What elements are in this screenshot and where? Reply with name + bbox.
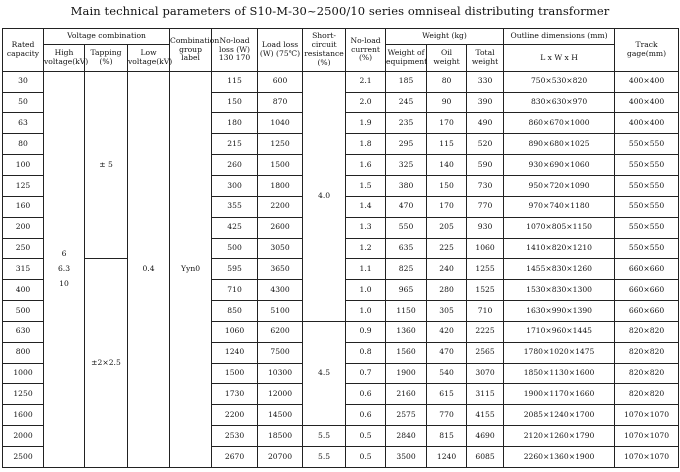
total-weight-cell: 520: [467, 134, 504, 155]
weight-of-equipment-cell: 3500: [386, 446, 427, 467]
outline-dimensions-cell: 1850×1130×1600: [504, 363, 615, 384]
parameters-table: [2, 28, 679, 468]
rated-capacity-cell: 1600: [3, 405, 44, 426]
no-load-current-cell: 1.5: [346, 176, 386, 197]
total-weight-cell: 2565: [467, 342, 504, 363]
oil-weight-cell: 240: [427, 259, 467, 280]
rated-capacity-cell: 160: [3, 196, 44, 217]
outline-dimensions-cell: 1070×805×1150: [504, 217, 615, 238]
short-circuit-cell: 4.5: [303, 321, 346, 425]
short-circuit-cell: 5.5: [303, 426, 346, 447]
oil-weight-cell: 170: [427, 196, 467, 217]
weight-of-equipment-cell: 1560: [386, 342, 427, 363]
header-combination-group-label: Combination group label: [170, 29, 212, 72]
load-loss-cell: 1500: [258, 155, 303, 176]
track-gage-cell: 1070×1070: [615, 405, 679, 426]
outline-dimensions-cell: 860×670×1000: [504, 113, 615, 134]
header-outline-dimensions: Outline dimensions (mm): [504, 29, 615, 45]
no-load-current-cell: 1.4: [346, 196, 386, 217]
no-load-loss-cell: 1730: [212, 384, 258, 405]
no-load-loss-cell: 2200: [212, 405, 258, 426]
header-oil-weight: Oil weight: [427, 45, 467, 71]
oil-weight-cell: 150: [427, 176, 467, 197]
no-load-loss-cell: 710: [212, 280, 258, 301]
load-loss-cell: 1800: [258, 176, 303, 197]
oil-weight-cell: 205: [427, 217, 467, 238]
oil-weight-cell: 80: [427, 71, 467, 92]
no-load-loss-cell: 500: [212, 238, 258, 259]
load-loss-cell: 10300: [258, 363, 303, 384]
outline-dimensions-cell: 970×740×1180: [504, 196, 615, 217]
outline-dimensions-cell: 750×530×820: [504, 71, 615, 92]
no-load-loss-cell: 1500: [212, 363, 258, 384]
oil-weight-cell: 420: [427, 321, 467, 342]
header-weight-of-equipment: Weight of equipment: [386, 45, 427, 71]
outline-dimensions-cell: 1455×830×1260: [504, 259, 615, 280]
track-gage-cell: 660×660: [615, 259, 679, 280]
no-load-current-cell: 0.8: [346, 342, 386, 363]
weight-of-equipment-cell: 635: [386, 238, 427, 259]
outline-dimensions-cell: 930×690×1060: [504, 155, 615, 176]
rated-capacity-cell: 100: [3, 155, 44, 176]
total-weight-cell: 390: [467, 92, 504, 113]
high-voltage-value: 6.3: [57, 264, 71, 274]
header-high-voltage: High voltage(kV): [44, 45, 85, 71]
track-gage-cell: 550×550: [615, 176, 679, 197]
no-load-loss-cell: 260: [212, 155, 258, 176]
high-voltage-cell: [44, 71, 85, 467]
track-gage-cell: 550×550: [615, 134, 679, 155]
oil-weight-cell: 615: [427, 384, 467, 405]
no-load-current-cell: 0.9: [346, 321, 386, 342]
no-load-current-cell: 1.3: [346, 217, 386, 238]
rated-capacity-cell: 500: [3, 301, 44, 322]
weight-of-equipment-cell: 245: [386, 92, 427, 113]
weight-of-equipment-cell: 470: [386, 196, 427, 217]
track-gage-cell: 400×400: [615, 92, 679, 113]
no-load-current-cell: 2.1: [346, 71, 386, 92]
track-gage-cell: 550×550: [615, 217, 679, 238]
oil-weight-cell: 90: [427, 92, 467, 113]
rated-capacity-cell: 80: [3, 134, 44, 155]
weight-of-equipment-cell: 380: [386, 176, 427, 197]
oil-weight-cell: 170: [427, 113, 467, 134]
header-tapping: Tapping (%): [85, 45, 128, 71]
rated-capacity-cell: 200: [3, 217, 44, 238]
weight-of-equipment-cell: 2840: [386, 426, 427, 447]
weight-of-equipment-cell: 965: [386, 280, 427, 301]
header-short-circuit-resistance: Short-circuit resistance (%): [303, 29, 346, 72]
rated-capacity-cell: 1000: [3, 363, 44, 384]
tapping-cell: ±2×2.5: [85, 259, 128, 468]
no-load-current-cell: 1.0: [346, 280, 386, 301]
no-load-current-cell: 1.0: [346, 301, 386, 322]
weight-of-equipment-cell: 185: [386, 71, 427, 92]
rated-capacity-cell: 800: [3, 342, 44, 363]
track-gage-cell: 400×400: [615, 113, 679, 134]
track-gage-cell: 820×820: [615, 321, 679, 342]
no-load-loss-cell: 115: [212, 71, 258, 92]
weight-of-equipment-cell: 235: [386, 113, 427, 134]
no-load-loss-cell: 1240: [212, 342, 258, 363]
track-gage-cell: 660×660: [615, 280, 679, 301]
load-loss-cell: 870: [258, 92, 303, 113]
weight-of-equipment-cell: 825: [386, 259, 427, 280]
total-weight-cell: 2225: [467, 321, 504, 342]
total-weight-cell: 6085: [467, 446, 504, 467]
load-loss-cell: 4300: [258, 280, 303, 301]
load-loss-cell: 6200: [258, 321, 303, 342]
header-no-load-current: No-load current (%): [346, 29, 386, 72]
oil-weight-cell: 280: [427, 280, 467, 301]
outline-dimensions-cell: 2120×1260×1790: [504, 426, 615, 447]
total-weight-cell: 490: [467, 113, 504, 134]
no-load-current-cell: 2.0: [346, 92, 386, 113]
tapping-cell: ± 5: [85, 71, 128, 259]
no-load-current-cell: 1.8: [346, 134, 386, 155]
total-weight-cell: 1255: [467, 259, 504, 280]
outline-dimensions-cell: 2260×1360×1900: [504, 446, 615, 467]
no-load-loss-cell: 355: [212, 196, 258, 217]
header-lwh: L x W x H: [504, 45, 615, 71]
weight-of-equipment-cell: 550: [386, 217, 427, 238]
short-circuit-cell: 5.5: [303, 446, 346, 467]
weight-of-equipment-cell: 295: [386, 134, 427, 155]
load-loss-cell: 2200: [258, 196, 303, 217]
rated-capacity-cell: 250: [3, 238, 44, 259]
oil-weight-cell: 140: [427, 155, 467, 176]
weight-of-equipment-cell: 2575: [386, 405, 427, 426]
no-load-loss-cell: 595: [212, 259, 258, 280]
total-weight-cell: 4155: [467, 405, 504, 426]
header-load-loss: Load loss (W) (75℃): [258, 29, 303, 72]
outline-dimensions-cell: 830×630×970: [504, 92, 615, 113]
load-loss-cell: 3650: [258, 259, 303, 280]
rated-capacity-cell: 50: [3, 92, 44, 113]
load-loss-cell: 18500: [258, 426, 303, 447]
outline-dimensions-cell: 950×720×1090: [504, 176, 615, 197]
total-weight-cell: 1060: [467, 238, 504, 259]
outline-dimensions-cell: 1780×1020×1475: [504, 342, 615, 363]
load-loss-cell: 600: [258, 71, 303, 92]
weight-of-equipment-cell: 1360: [386, 321, 427, 342]
load-loss-cell: 1250: [258, 134, 303, 155]
outline-dimensions-cell: 890×680×1025: [504, 134, 615, 155]
oil-weight-cell: 1240: [427, 446, 467, 467]
no-load-current-cell: 0.6: [346, 405, 386, 426]
no-load-loss-cell: 300: [212, 176, 258, 197]
no-load-current-cell: 1.6: [346, 155, 386, 176]
rated-capacity-cell: 63: [3, 113, 44, 134]
table-body: [3, 71, 679, 467]
oil-weight-cell: 470: [427, 342, 467, 363]
no-load-current-cell: 1.1: [346, 259, 386, 280]
total-weight-cell: 590: [467, 155, 504, 176]
total-weight-cell: 3070: [467, 363, 504, 384]
oil-weight-cell: 225: [427, 238, 467, 259]
total-weight-cell: 930: [467, 217, 504, 238]
no-load-loss-cell: 150: [212, 92, 258, 113]
outline-dimensions-cell: 1630×990×1390: [504, 301, 615, 322]
outline-dimensions-cell: 1900×1170×1660: [504, 384, 615, 405]
total-weight-cell: 330: [467, 71, 504, 92]
header-low-voltage: Low voltage(kV): [128, 45, 170, 71]
short-circuit-cell: 4.0: [303, 71, 346, 321]
no-load-loss-cell: 180: [212, 113, 258, 134]
no-load-current-cell: 0.5: [346, 446, 386, 467]
track-gage-cell: 820×820: [615, 342, 679, 363]
header-total-weight: Total weight: [467, 45, 504, 71]
outline-dimensions-cell: 1710×960×1445: [504, 321, 615, 342]
total-weight-cell: 730: [467, 176, 504, 197]
outline-dimensions-cell: 1410×820×1210: [504, 238, 615, 259]
track-gage-cell: 550×550: [615, 196, 679, 217]
no-load-loss-cell: 2530: [212, 426, 258, 447]
no-load-current-cell: 0.7: [346, 363, 386, 384]
track-gage-cell: 550×550: [615, 155, 679, 176]
oil-weight-cell: 770: [427, 405, 467, 426]
no-load-loss-cell: 1060: [212, 321, 258, 342]
load-loss-cell: 14500: [258, 405, 303, 426]
header-no-load-loss: No-load loss (W) 130 170: [212, 29, 258, 72]
rated-capacity-cell: 2500: [3, 446, 44, 467]
no-load-loss-cell: 2670: [212, 446, 258, 467]
oil-weight-cell: 115: [427, 134, 467, 155]
weight-of-equipment-cell: 325: [386, 155, 427, 176]
rated-capacity-cell: 315: [3, 259, 44, 280]
no-load-current-cell: 0.5: [346, 426, 386, 447]
header-weight: Weight (kg): [386, 29, 504, 45]
oil-weight-cell: 815: [427, 426, 467, 447]
no-load-current-cell: 1.2: [346, 238, 386, 259]
outline-dimensions-cell: 1530×830×1300: [504, 280, 615, 301]
rated-capacity-cell: 2000: [3, 426, 44, 447]
table-row: [3, 71, 679, 92]
rated-capacity-cell: 30: [3, 71, 44, 92]
rated-capacity-cell: 125: [3, 176, 44, 197]
header-voltage-combination: Voltage combination: [44, 29, 170, 45]
total-weight-cell: 770: [467, 196, 504, 217]
total-weight-cell: 4690: [467, 426, 504, 447]
track-gage-cell: 660×660: [615, 301, 679, 322]
low-voltage-cell: 0.4: [128, 71, 170, 467]
no-load-current-cell: 1.9: [346, 113, 386, 134]
track-gage-cell: 400×400: [615, 71, 679, 92]
total-weight-cell: 3115: [467, 384, 504, 405]
outline-dimensions-cell: 2085×1240×1700: [504, 405, 615, 426]
high-voltage-value: 10: [59, 278, 69, 288]
total-weight-cell: 1525: [467, 280, 504, 301]
load-loss-cell: 3050: [258, 238, 303, 259]
table-title: Main technical parameters of S10-M-30~2500/10 series omniseal distributing transformer: [70, 4, 610, 18]
oil-weight-cell: 305: [427, 301, 467, 322]
load-loss-cell: 12000: [258, 384, 303, 405]
track-gage-cell: 550×550: [615, 238, 679, 259]
no-load-loss-cell: 215: [212, 134, 258, 155]
high-voltage-value: 6: [61, 249, 67, 259]
track-gage-cell: 1070×1070: [615, 446, 679, 467]
combination-group-cell: Yyn0: [170, 71, 212, 467]
rated-capacity-cell: 630: [3, 321, 44, 342]
load-loss-cell: 5100: [258, 301, 303, 322]
total-weight-cell: 710: [467, 301, 504, 322]
weight-of-equipment-cell: 2160: [386, 384, 427, 405]
load-loss-cell: 20700: [258, 446, 303, 467]
no-load-loss-cell: 425: [212, 217, 258, 238]
track-gage-cell: 820×820: [615, 363, 679, 384]
no-load-loss-cell: 850: [212, 301, 258, 322]
no-load-current-cell: 0.6: [346, 384, 386, 405]
track-gage-cell: 820×820: [615, 384, 679, 405]
load-loss-cell: 2600: [258, 217, 303, 238]
load-loss-cell: 7500: [258, 342, 303, 363]
rated-capacity-cell: 400: [3, 280, 44, 301]
track-gage-cell: 1070×1070: [615, 426, 679, 447]
header-rated-capacity: Rated capacity: [3, 29, 44, 72]
weight-of-equipment-cell: 1150: [386, 301, 427, 322]
oil-weight-cell: 540: [427, 363, 467, 384]
rated-capacity-cell: 1250: [3, 384, 44, 405]
load-loss-cell: 1040: [258, 113, 303, 134]
weight-of-equipment-cell: 1900: [386, 363, 427, 384]
header-track-gage: Track gage(mm): [615, 29, 679, 72]
